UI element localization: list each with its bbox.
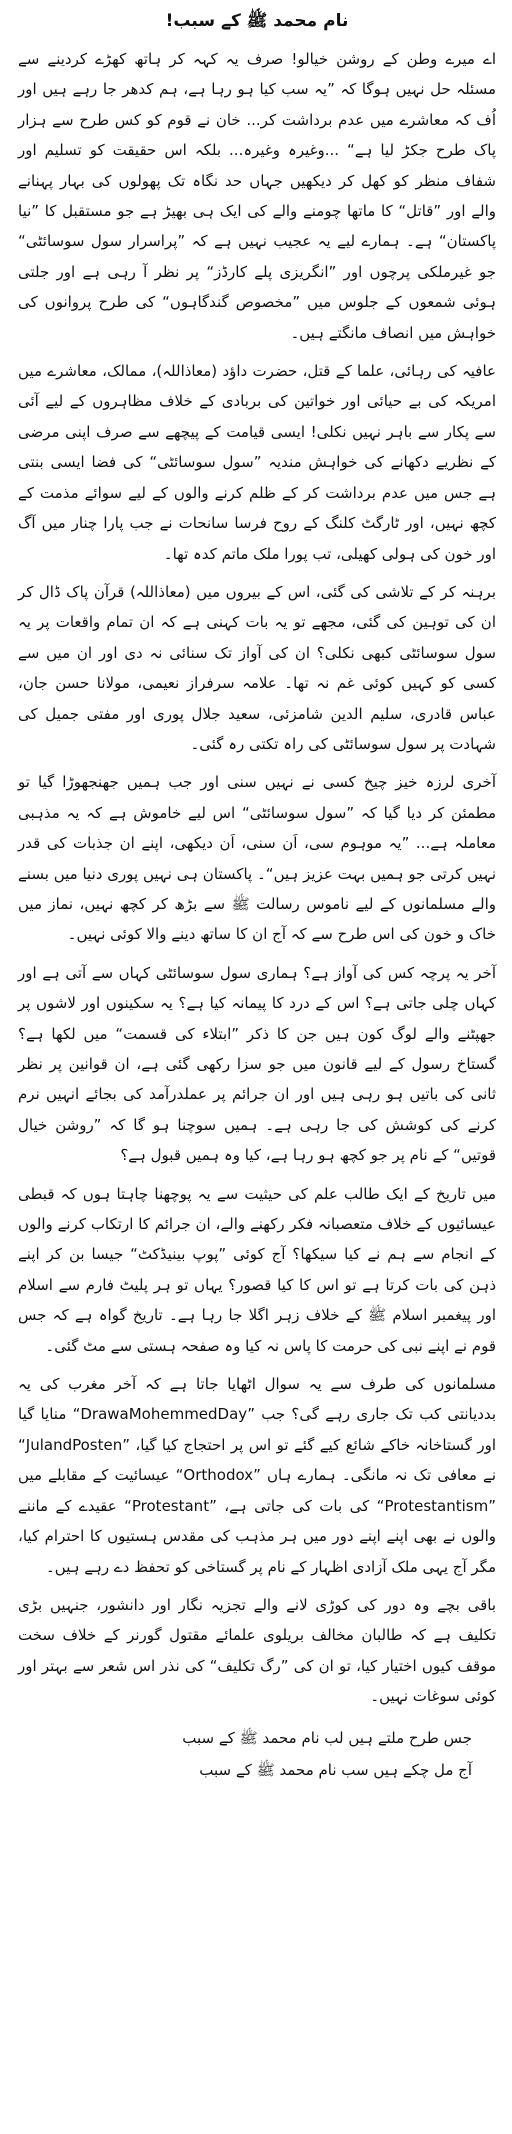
article-paragraph: آخر یہ پرچہ کس کی آواز ہے؟ ہماری سول سوسائٹی کہاں سے آتی ہے اور کہاں چلی جاتی ہے؟ اس کے درد کا پیمانہ کیا ہے؟ یہ سکینوں اور لاشوں پر جھپٹنے والے لوگ کون ہیں جن کا ذکر ”ابتلاء کی قسمت“ میں لکھا ہے؟ گستاخ رسول کے لیے قانون میں جو سزا رکھی گئی ہے، ان قوانین پر نظر ثانی کی باتیں ہو رہی ہیں اور ان جرائم پر عملدرآمد کی بجائے انہیں نرم کرنے کی کوشش کی جا رہی ہے۔ ہمیں سوچنا ہو گا کہ ”روشن خیال قوتیں“ کے نام پر جو کچھ ہو رہا ہے، کیا وہ ہمیں قبول ہے؟ xyxy=(18,963,496,1165)
verse-line-1: جس طرح ملتے ہیں لب نام محمد ﷺ کے سبب xyxy=(182,1728,472,1747)
article-body xyxy=(18,44,496,1712)
article-paragraph: اے میرے وطن کے روشن خیالو! صرف یہ کہہ کر ہاتھ کھڑے کردینے سے مسئلہ حل نہیں ہوگا کہ ”یہ سب کیا ہو رہا ہے، ہم کدھر جا رہے ہیں اور اُف کہ معاشرے میں عدم برداشت کر... خان نے قوم کو کس طرح سے ہزار پاک طرح جکڑ لیا ہے“ ...وغیرہ وغیرہ... بلکہ اس حقیقت کو تسلیم اور شفاف منظر کو کھل کر دیکھیں جہاں حد نگاہ تک پھولوں کی بہار پہنانے والے اور ”قاتل“ کا ماتھا چومنے والے کی ایک ہی بھیڑ ہے جو مستقبل کا ”نیا پاکستان“ ہے۔ ہمارے لیے یہ عجیب نہیں ہے کہ ”پراسرار سول سوسائٹی“ جو غیرملکی پرچوں اور ”انگریزی پلے کارڈز“ پر نظر آ رہی ہے اور جلتی ہوئی شمعوں کے جلوس میں ”مخصوص گندگاہوں“ کی طرح پروانوں کی خواہش میں انصاف مانگتے ہیں۔ xyxy=(18,50,496,342)
article-paragraph: آخری لرزہ خیز چیخ کسی نے نہیں سنی اور جب ہمیں جھنجھوڑا گیا تو مطمئن کر دیا گیا کہ ”سول سوسائٹی“ اس لیے خاموش ہے کہ یہ مذہبی معاملہ ہے... ”یہ موہوم سی، اَن سنی، اَن دیکھی، اپنے ان جذبات کی قدر نہیں کرتی جو ہمیں بہت عزیز ہیں“۔ پاکستان ہی نہیں پوری دنیا میں بسنے والے مسلمانوں کے لیے ناموس رسالت ﷺ سے بڑھ کر کچھ نہیں، نماز میں خاک و خون کی اس طرح سے کہ آج ان کا ساتھ دینے والا کوئی نہیں۔ xyxy=(18,773,496,944)
article-paragraph: مسلمانوں کی طرف سے یہ سوال اٹھایا جاتا ہے کہ آخر مغرب کی یہ بددیانتی کب تک جاری رہے گی؟ جب ”DrawaMohemmedDay“ منایا گیا اور گستاخانہ خاکے شائع کیے گئے تو اس پر احتجاج کیا گیا، ”JulandPosten“ نے معافی تک نہ مانگی۔ ہمارے ہاں ”Orthodox“ عیسائیت کے مقابلے میں ”Protestantism“ کی بات کی جاتی ہے، ”Protestant“ عقیدے کے ماننے والوں نے بھی اپنے اپنے دور میں ہر مذہب کی مقدس ہستیوں کا احترام کیا، مگر آج یہی ملک آزادی اظہار کے نام پر گستاخی کو تحفظ دے رہے ہیں۔ xyxy=(18,1375,497,1576)
article-paragraph: عافیہ کی رہائی، علما کے قتل، حضرت داؤد (معاذاللہ)، ممالک، معاشرے میں امریکہ کی بے حیائی اور خواتین کی بربادی کے خلاف مظاہروں کے لیے آئی سے پکار سے باہر نہیں نکلی! ایسی قیامت کے پیچھے سے صرف اپنی مرضی کے نظریے دکھانے کی خواہش مندیہ ”سول سوسائٹی“ کی فضا ایسی بنتی ہے جس میں عدم برداشت کر کے ظلم کرنے والوں کے لیے سوائے مذمت کے کچھ نہیں، اور ٹارگٹ کلنگ کے روح فرسا سانحات نے جب پارا چنار میں آگ اور خون کی ہولی کھیلی، تب پورا ملک ماتم کدہ تھا۔ xyxy=(18,362,496,563)
article-paragraph: برہنہ کر کے تلاشی کی گئی، اس کے بیروں میں (معاذاللہ) قرآن پاک ڈال کر ان کی توہین کی گئی، مجھے تو یہ بات کہنی ہے کہ ان تمام واقعات پر یہ سول سوسائٹی کبھی نکلی؟ ان کی آواز تک سنائی نہ دی اور ان میں سے کسی کو کہیں کوئی غم نہ تھا۔ علامہ سرفراز نعیمی، مولانا حسن جان، عباس قادری، سلیم الدین شامزئی، سعید جلال پوری اور مفتی جمیل کی شہادت پر سول سوسائٹی کی راہ تکتی رہ گئی۔ xyxy=(18,582,496,753)
article-paragraph: میں تاریخ کے ایک طالب علم کی حیثیت سے یہ پوچھنا چاہتا ہوں کہ قبطی عیسائیوں کے خلاف متعصبانہ فکر رکھنے والے، ان جرائم کا ارتکاب کرنے والوں کے انجام سے ہم نے کیا سیکھا؟ آج کوئی ”پوپ بینیڈکٹ“ جیسا بن کر اپنے ذہن کی بات کرتا ہے تو اس کا کیا قصور؟ یہاں تو ہر پلیٹ فارم سے اسلام اور پیغمبر اسلام ﷺ کے خلاف زہر اگلا جا رہا ہے۔ تاریخ گواہ ہے کہ جس قوم نے اپنے نبی کی حرمت کا پاس نہ کیا وہ صفحہ ہستی سے مٹ گئی۔ xyxy=(18,1184,496,1355)
verse-line-2: آج مل چکے ہیں سب نام محمد ﷺ کے سبب xyxy=(199,1760,472,1779)
closing-verse xyxy=(18,1722,472,1786)
article-title: نام محمد ﷺ کے سبب! xyxy=(165,11,349,31)
article-paragraph: باقی بچے وہ دور کی کوڑی لانے والے تجزیہ نگار اور دانشور، جنہیں بڑی تکلیف ہے کہ طالبان مخالف بریلوی علمائے مقتول گورنر کے خلاف سخت موقف کیوں اختیار کیا، تو ان کی ”رگ تکلیف“ کی نذر اس شعر سے بہتر اور کوئی سوغات نہیں۔ xyxy=(18,1595,496,1706)
